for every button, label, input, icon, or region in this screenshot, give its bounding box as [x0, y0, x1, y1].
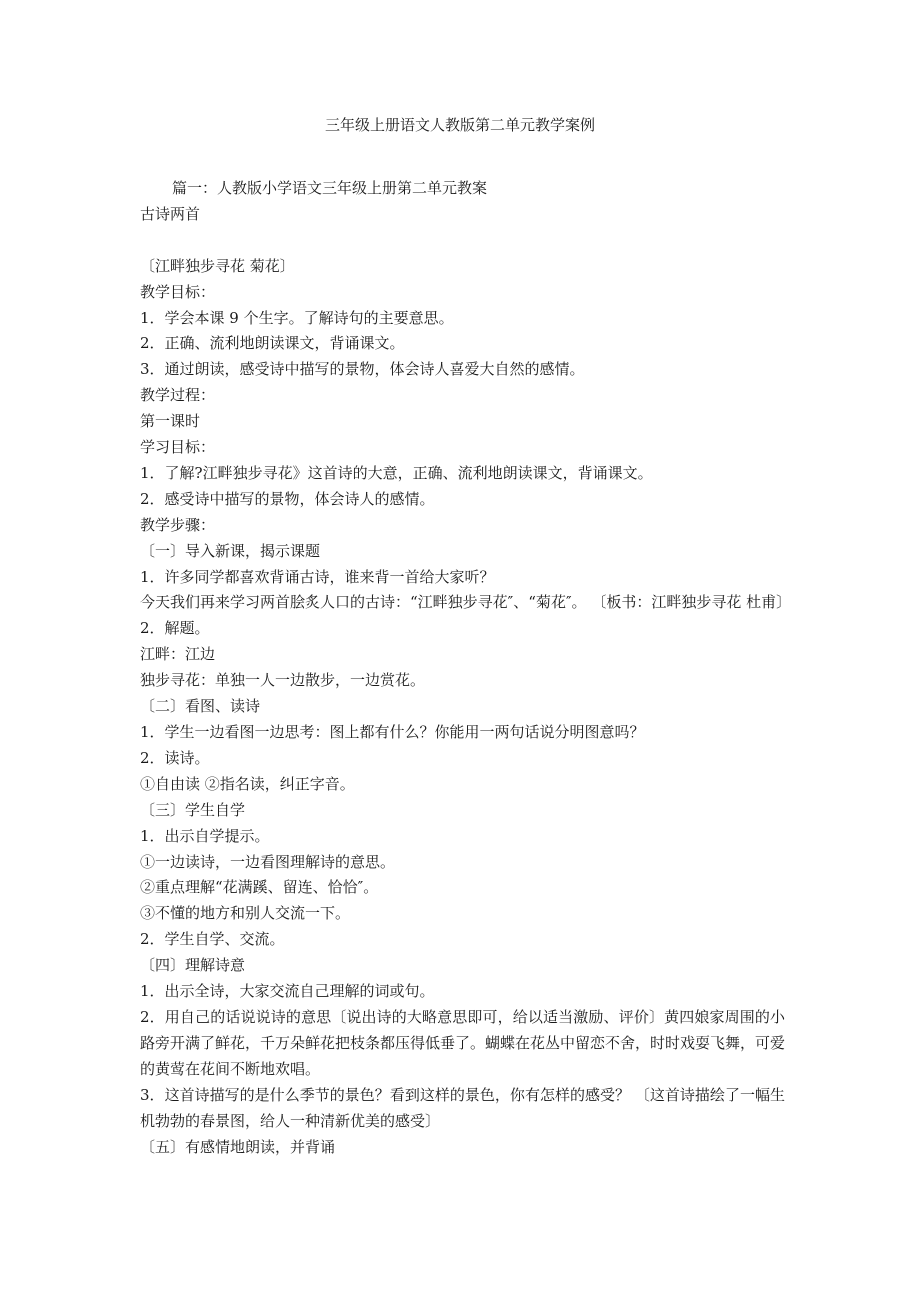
step1-line: 独步寻花：单独一人一边散步，一边赏花。 [140, 671, 426, 690]
step1-line: 2．解题。 [140, 619, 210, 638]
goal-item: 2．正确、流利地朗读课文，背诵课文。 [140, 334, 405, 353]
poem-titles: 〔江畔独步寻花 菊花〕 [140, 256, 295, 275]
step3-line: ①一边读诗，一边看图理解诗的意思。 [140, 852, 396, 871]
process-label: 教学过程： [140, 386, 216, 405]
step1-line: 1．许多同学都喜欢背诵古诗，谁来背一首给大家听？ [140, 567, 495, 586]
study-goal-item: 2．感受诗中描写的景物，体会诗人的感情。 [140, 489, 435, 508]
step4-line: 1．出示全诗，大家交流自己理解的词或句。 [140, 982, 435, 1001]
goal-item: 3．通过朗读，感受诗中描写的景物，体会诗人喜爱大自然的感情。 [140, 360, 585, 379]
step5-heading: 〔五〕有感情地朗读，并背诵 [140, 1137, 336, 1156]
step1-line: 今天我们再来学习两首脍炙人口的古诗：“江畔独步寻花″、“菊花″。 〔板书：江畔独步寻花 杜甫〕 [140, 593, 792, 612]
step2-heading: 〔二〕看图、读诗 [140, 697, 261, 716]
blank-line [140, 228, 785, 254]
goals-label: 教学目标： [140, 282, 216, 301]
step2-line: 2．读诗。 [140, 748, 210, 767]
document-title: 三年级上册语文人教版第二单元教学案例 [324, 116, 595, 134]
step2-line: ①自由读 ②指名读，纠正字音。 [140, 774, 355, 793]
step4-line: 3．这首诗描写的是什么季节的景色？看到这样的景色，你有怎样的感受？ 〔这首诗描绘了一幅生机勃勃的春景图，给人一种清新优美的感受〕 [140, 1085, 785, 1130]
document-body [140, 176, 792, 1160]
step3-line: 1．出示自学提示。 [140, 826, 270, 845]
step4-line: 2．用自己的话说说诗的意思〔说出诗的大略意思即可，给以适当激励、评价〕黄四娘家周围的小路旁开满了鲜花，千万朵鲜花把枝条都压得低垂了。蝴蝶在花丛中留恋不舍，时时戏耍飞舞，可爱的黄莺在花间不断地欢唱。 [140, 1007, 786, 1078]
step3-line: 2．学生自学、交流。 [140, 930, 285, 949]
lesson-title: 古诗两首 [140, 204, 201, 223]
step2-line: 1．学生一边看图一边思考：图上都有什么？你能用一两句话说分明图意吗？ [140, 723, 645, 742]
period-label: 第一课时 [140, 412, 201, 431]
step1-line: 江畔：江边 [140, 645, 216, 664]
step3-line: ③不懂的地方和别人交流一下。 [140, 904, 351, 923]
steps-label: 教学步骤： [140, 515, 216, 534]
chapter-heading: 篇一：人教版小学语文三年级上册第二单元教案 [172, 179, 488, 197]
step3-line: ②重点理解“花满蹊、留连、恰恰″。 [140, 878, 379, 897]
step4-heading: 〔四〕理解诗意 [140, 956, 246, 975]
study-goals-label: 学习目标： [140, 438, 216, 457]
step3-heading: 〔三〕学生自学 [140, 800, 246, 819]
study-goal-item: 1．了解?江畔独步寻花》这首诗的大意，正确、流利地朗读课文，背诵课文。 [140, 463, 653, 482]
step1-heading: 〔一〕导入新课，揭示课题 [140, 541, 321, 560]
goal-item: 1．学会本课 9 个生字。了解诗句的主要意思。 [140, 308, 454, 327]
